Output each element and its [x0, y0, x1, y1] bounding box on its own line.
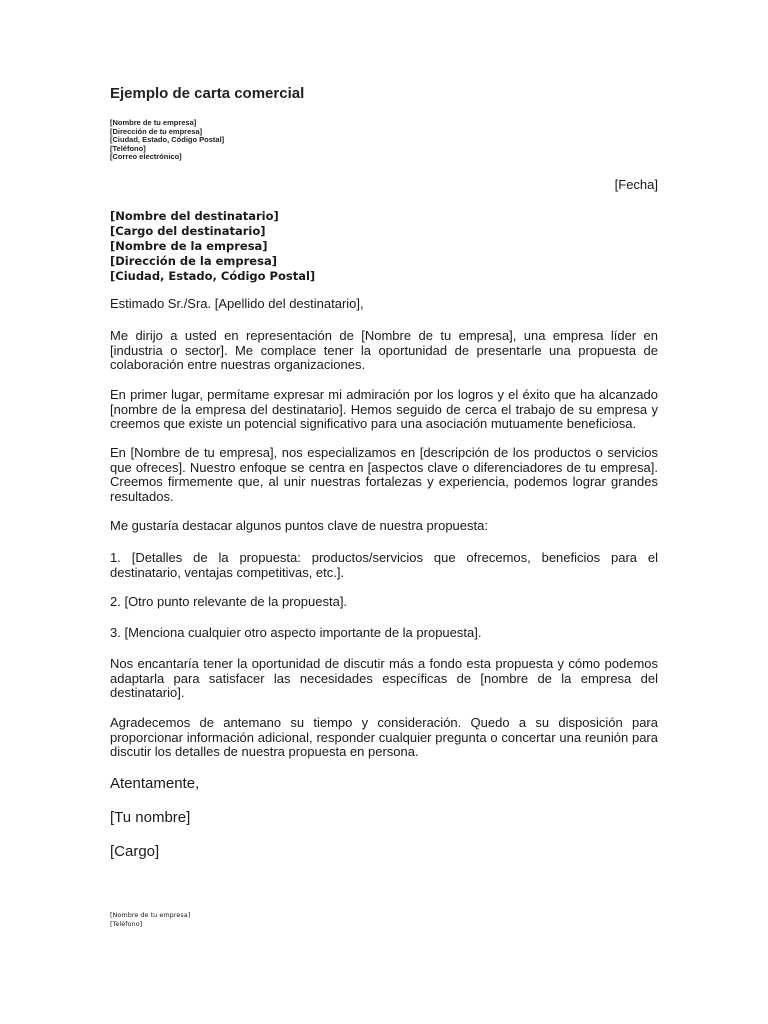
- sender-company: [Nombre de tu empresa]: [110, 118, 197, 127]
- document-title: Ejemplo de carta comercial: [110, 85, 305, 102]
- recipient-city: [Ciudad, Estado, Código Postal]: [110, 269, 316, 283]
- sender-city: [Ciudad, Estado, Código Postal]: [110, 135, 225, 145]
- footer-phone: [Teléfono]: [110, 920, 143, 928]
- recipient-block: [110, 209, 658, 284]
- paragraph-admiration: En primer lugar, permítame expresar mi admiración por los logros y el éxito que ha alcanzado [nombre de la empresa del destinatario]. Hemos seguido de cerca el trabajo de su empresa y creemos que existe un potencial significativo para una asociación mutuamente beneficiosa.: [110, 387, 658, 432]
- recipient-company: [Nombre de la empresa]: [110, 239, 268, 253]
- paragraph-thanks: Agradecemos de antemano su tiempo y consideración. Quedo a su disposición para proporcionar información adicional, responder cualquier pregunta o concertar una reunión para discutir los detalles de nuestra propuesta en persona.: [110, 715, 658, 760]
- sender-phone: [Teléfono]: [110, 143, 146, 153]
- recipient-address: [Dirección de la empresa]: [110, 254, 277, 268]
- paragraph-key-points-intro: Me gustaría destacar algunos puntos clave de nuestra propuesta:: [110, 518, 488, 533]
- sender-address: [Dirección de tu empresa]: [110, 126, 203, 136]
- closing: Atentamente,: [110, 775, 200, 792]
- paragraph-discussion: Nos encantaría tener la oportunidad de discutir más a fondo esta propuesta y cómo podemos adaptarla para satisfacer las necesidades específicas de [nombre de la empresa del destinatario].: [110, 656, 658, 701]
- list-item-3: 3. [Menciona cualquier otro aspecto importante de la propuesta].: [110, 625, 482, 640]
- list-item-1: 1. [Detalles de la propuesta: productos/servicios que ofrecemos, beneficios para el destinatario, ventajas competitivas, etc.].: [110, 550, 658, 580]
- recipient-name: [Nombre del destinatario]: [110, 209, 279, 223]
- paragraph-intro: Me dirijo a usted en representación de [Nombre de tu empresa], una empresa líder en [industria o sector]. Me complace tener la oportunidad de presentarle una propuesta de colaboración entre nuestras organizaciones.: [110, 328, 658, 373]
- paragraph-specialization: En [Nombre de tu empresa], nos especializamos en [descripción de los productos o servicios que ofreces]. Nuestro enfoque se centra en [aspectos clave o diferenciadores de tu empresa]. Creemos firmemente que, al unir nuestras fortalezas y experiencia, podemos lograr grandes resultados.: [110, 445, 658, 504]
- sender-block: [110, 119, 658, 162]
- signature-role: [Cargo]: [110, 843, 160, 860]
- greeting: Estimado Sr./Sra. [Apellido del destinatario],: [110, 296, 364, 311]
- footer-company: [Nombre de tu empresa]: [110, 911, 191, 919]
- list-item-2: 2. [Otro punto relevante de la propuesta].: [110, 594, 348, 609]
- letter-date: [Fecha]: [614, 177, 658, 192]
- recipient-title: [Cargo del destinatario]: [110, 224, 266, 238]
- sender-email: [Correo electrónico]: [110, 152, 182, 162]
- footer-block: [110, 911, 658, 929]
- signature-name: [Tu nombre]: [110, 809, 191, 826]
